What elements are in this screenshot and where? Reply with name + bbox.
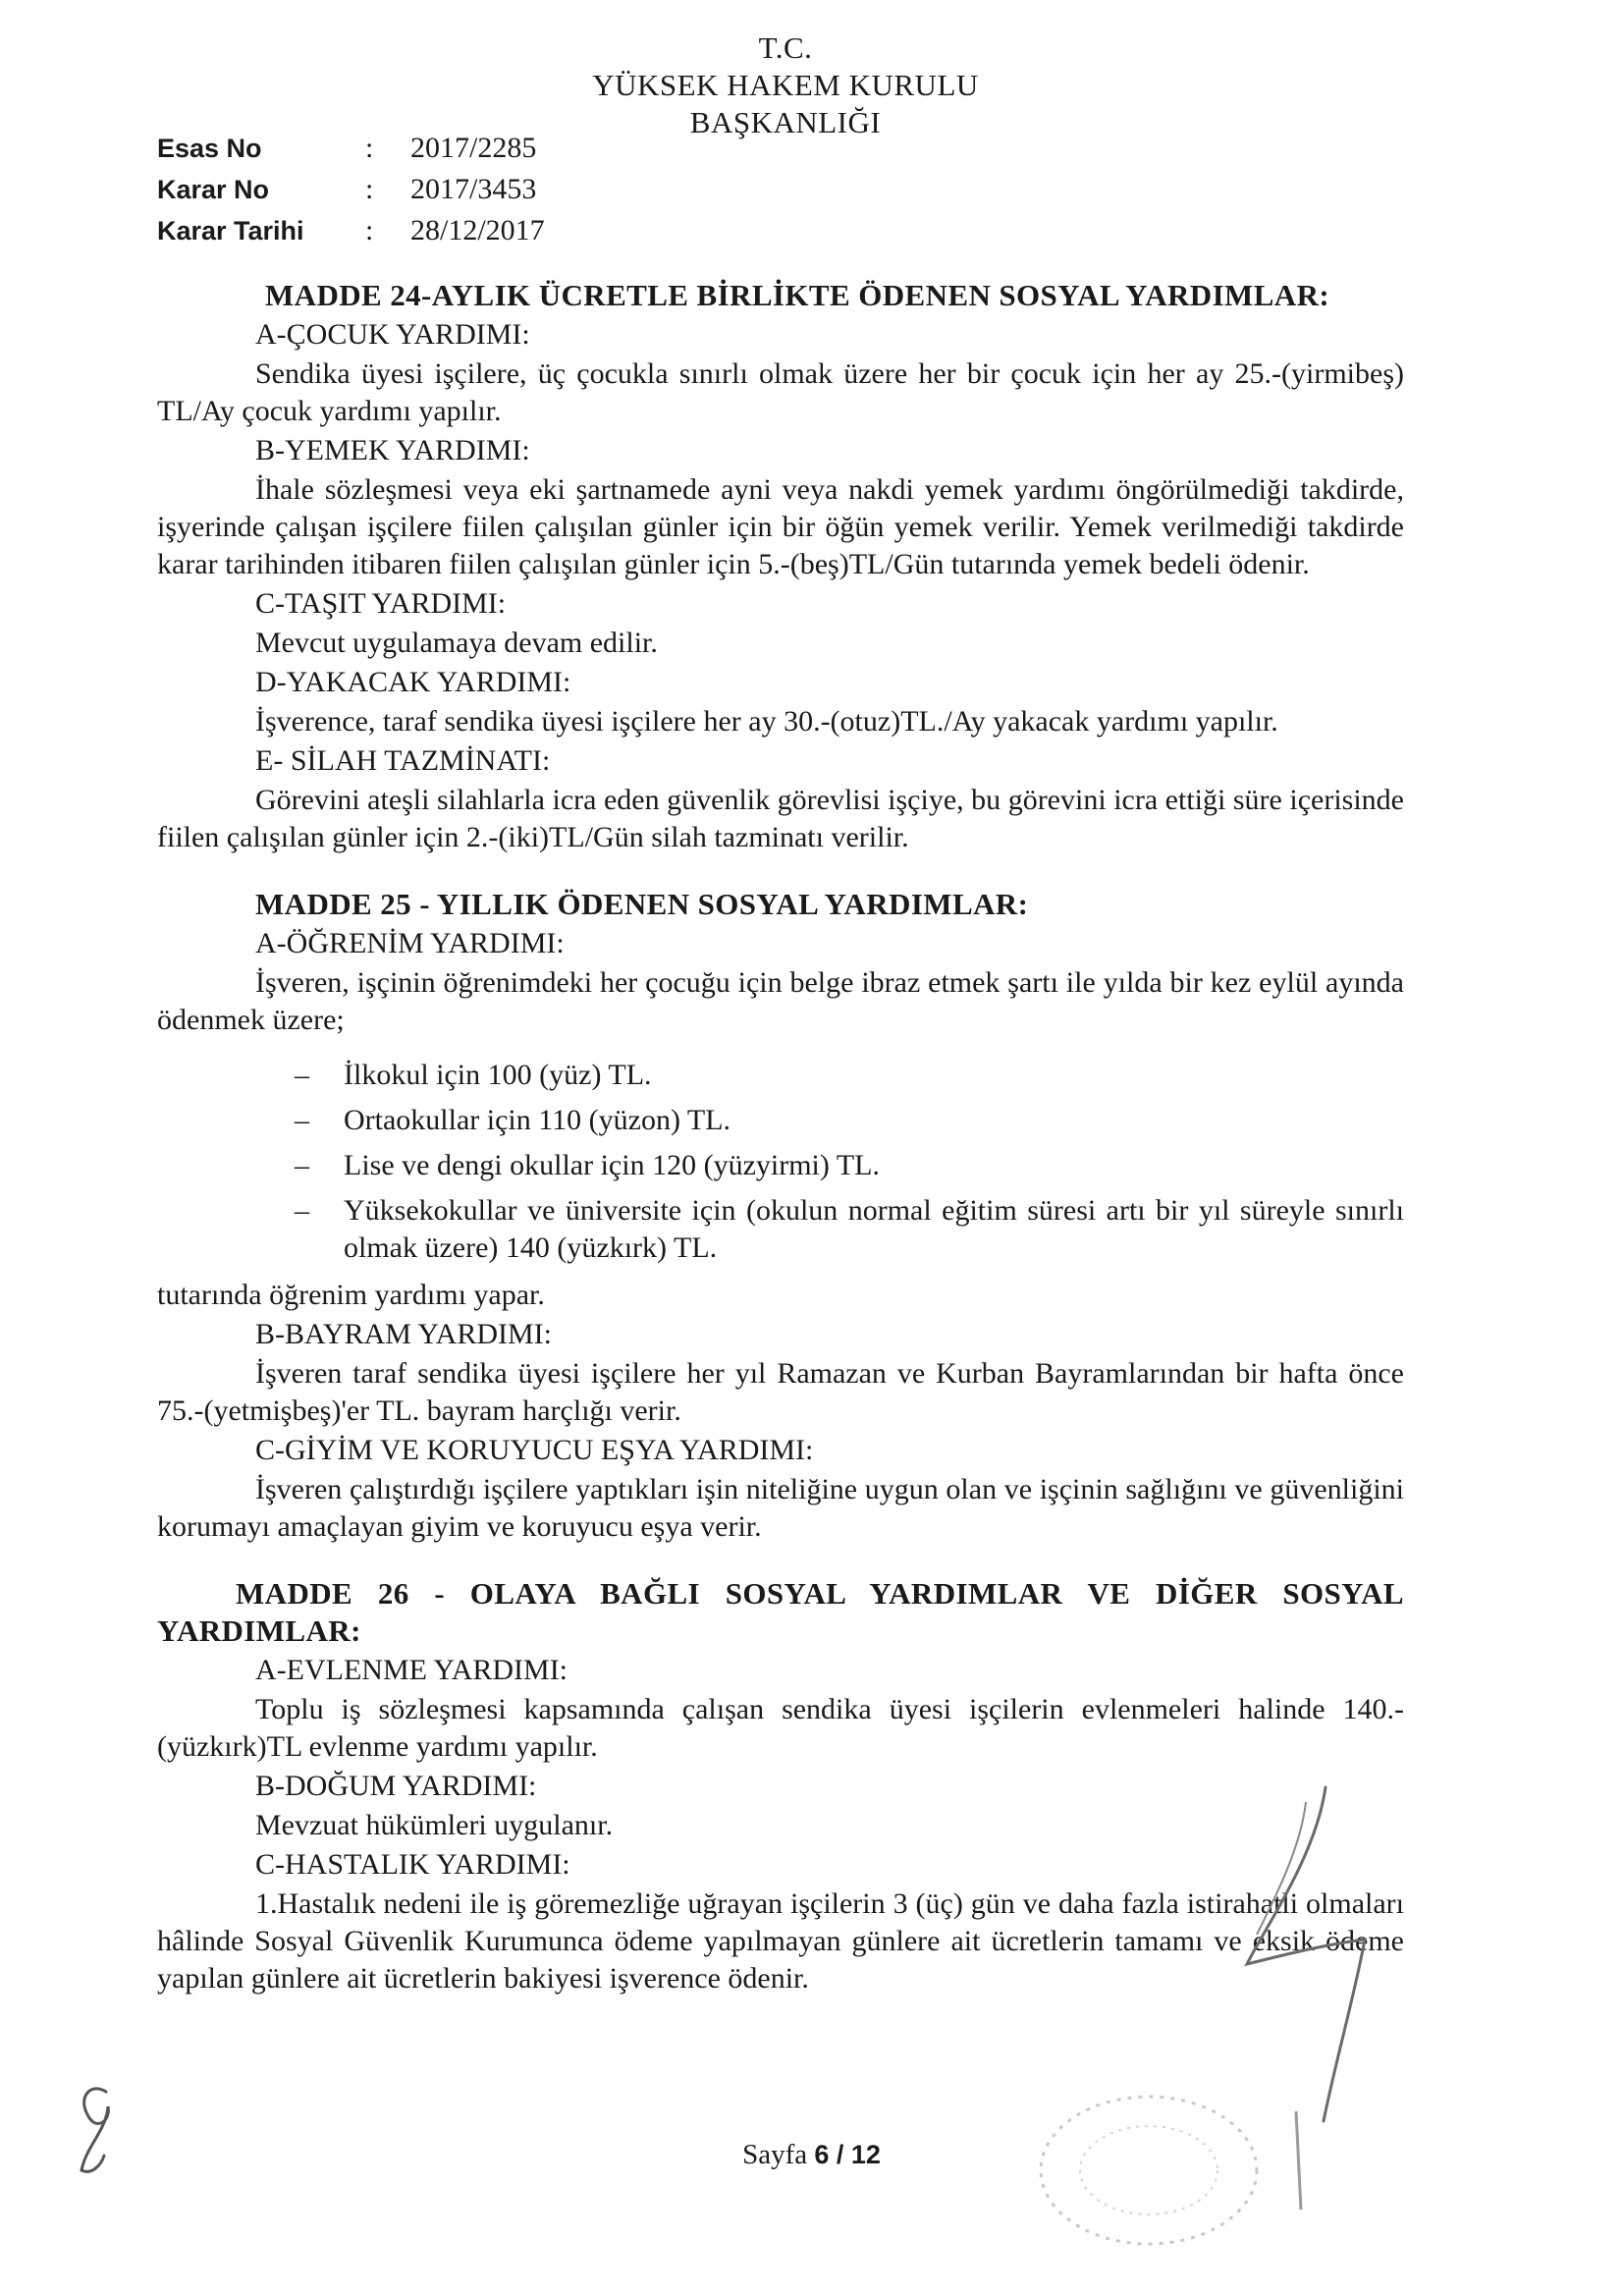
article-26-c-title: C-HASTALIK YARDIMI: — [255, 1848, 570, 1881]
karar-label: Karar No — [157, 175, 270, 204]
article-24-c-text: Mevcut uygulamaya devam edilir. — [255, 627, 658, 659]
article-24-a-title: A-ÇOCUK YARDIMI: — [255, 318, 530, 351]
list-item — [295, 1192, 1404, 1267]
education-aid-list — [157, 1057, 1404, 1267]
article-26-title: MADDE 26 - OLAYA BAĞLI SOSYAL YARDIMLAR VE DİĞER SOSYAL YARDIMLAR: — [157, 1576, 1404, 1648]
article-25-a-title: A-ÖĞRENİM YARDIMI: — [255, 927, 565, 959]
list-item-text: Yüksekokullar ve üniversite için (okulun normal eğitim süresi artı bir yıl süreyle sınırlı olmak üzere) 140 (yüzkırk) TL. — [344, 1194, 1404, 1264]
meta-row-esas — [157, 128, 545, 169]
stamp-stroke — [1296, 2111, 1301, 2210]
list-item-text: Ortaokullar için 110 (yüzon) TL. — [344, 1104, 731, 1136]
handwritten-margin-mark — [67, 2077, 135, 2185]
dash-bullet: – — [295, 1104, 309, 1136]
article-25-c-title: C-GİYİM VE KORUYUCU EŞYA YARDIMI: — [255, 1434, 814, 1466]
article-24-e-text: Görevini ateşli silahlarla icra eden güvenlik görevlisi işçiye, bu görevini icra ettiği süre içerisinde fiilen çalışılan günler için 2.-(iki)TL/Gün silah tazminatı verilir. — [157, 784, 1404, 853]
institution-header — [550, 29, 1021, 141]
meta-separator: : — [365, 132, 374, 164]
dash-bullet: – — [295, 1194, 309, 1227]
meta-row-karar — [157, 169, 545, 210]
article-24-d-title: D-YAKACAK YARDIMI: — [255, 666, 571, 698]
article-24-b-title: B-YEMEK YARDIMI: — [255, 434, 530, 466]
esas-label: Esas No — [157, 134, 262, 163]
article-24-title: MADDE 24-AYLIK ÜCRETLE BİRLİKTE ÖDENEN SOSYAL YARDIMLAR: — [265, 278, 1330, 312]
article-25-a-closing: tutarında öğrenim yardımı yapar. — [157, 1279, 545, 1311]
article-26-a-title: A-EVLENME YARDIMI: — [255, 1654, 568, 1686]
signature-stroke — [1247, 1787, 1365, 2121]
article-24-e-title: E- SİLAH TAZMİNATI: — [255, 744, 551, 777]
article-25-c-text: İşveren çalıştırdığı işçilere yaptıkları işin niteliğine uygun olan ve işçinin sağlığını ve güvenliğini korumayı amaçlayan giyim ve koruyucu eşya verir. — [157, 1473, 1404, 1543]
article-25-b-text: İşveren taraf sendika üyesi işçilere her yıl Ramazan ve Kurban Bayramlarından bir hafta önce 75.-(yetmişbeş)'er TL. bayram harçlığı verir. — [157, 1357, 1404, 1427]
article-24-a-text: Sendika üyesi işçilere, üç çocukla sınırlı olmak üzere her bir çocuk için her ay 25.-(yirmibeş) TL/Ay çocuk yardımı yapılır. — [157, 357, 1404, 427]
article-26-c-text: 1.Hastalık nedeni ile iş göremezliğe uğrayan işçilerin 3 (üç) gün ve daha fazla istirahatli olmaları hâlinde Sosyal Güvenlik Kurumunca ödeme yapılmayan günlere ait ücretlerin tamamı ve eksik ödeme yapılan günlere ait ücretlerin bakiyesi işverence ödenir. — [157, 1887, 1404, 1995]
stamp-ring — [1041, 2097, 1257, 2244]
karar-value: 2017/3453 — [410, 173, 537, 205]
margin-mark-stroke — [81, 2089, 108, 2172]
header-line-presidency: BAŞKANLIĞI — [689, 105, 882, 139]
list-item — [295, 1057, 1404, 1094]
meta-row-tarih — [157, 210, 545, 251]
article-26-b-text: Mevzuat hükümleri uygulanır. — [255, 1809, 614, 1841]
page-footer — [0, 2139, 1623, 2171]
list-item — [295, 1147, 1404, 1184]
case-meta — [157, 128, 545, 251]
tarih-label: Karar Tarihi — [157, 216, 304, 246]
article-25-title: MADDE 25 - YILLIK ÖDENEN SOSYAL YARDIMLAR: — [255, 887, 1029, 921]
article-24-c-title: C-TAŞIT YARDIMI: — [255, 587, 507, 620]
dash-bullet: – — [295, 1149, 309, 1181]
page-number-prefix: Sayfa — [742, 2139, 815, 2170]
list-item-text: İlkokul için 100 (yüz) TL. — [344, 1059, 652, 1091]
list-item — [295, 1102, 1404, 1139]
meta-separator: : — [365, 214, 374, 246]
list-item-text: Lise ve dengi okullar için 120 (yüzyirmi) TL. — [344, 1149, 880, 1181]
article-25-a-text: İşveren, işçinin öğrenimdeki her çocuğu için belge ibraz etmek şartı ile yılda bir kez eylül ayında ödenmek üzere; — [157, 966, 1404, 1036]
article-24-d-text: İşverence, taraf sendika üyesi işçilere her ay 30.-(otuz)TL./Ay yakacak yardımı yapılır. — [255, 705, 1278, 738]
handwritten-signature-mark — [1208, 1768, 1384, 2141]
esas-value: 2017/2285 — [410, 132, 537, 164]
article-26-b-title: B-DOĞUM YARDIMI: — [255, 1770, 537, 1802]
page-number: 6 / 12 — [814, 2140, 881, 2169]
dash-bullet: – — [295, 1059, 309, 1091]
stamp-ring-inner — [1080, 2126, 1217, 2214]
faint-stamp-mark — [1001, 2092, 1335, 2288]
article-24-b-text: İhale sözleşmesi veya eki şartnamede ayni veya nakdi yemek yardımı öngörülmediği takdirde, işyerinde çalışan işçilere fiilen çalışılan günler için bir öğün yemek verilir. Yemek verilmediği takdirde karar tarihinden itibaren fiilen çalışılan günler için 5.-(beş)TL/Gün tutarında yemek bedeli ödenir. — [157, 473, 1404, 580]
tarih-value: 28/12/2017 — [410, 214, 545, 246]
header-line-tc: T.C. — [758, 30, 813, 65]
document-body — [157, 277, 1404, 1999]
article-25-b-title: B-BAYRAM YARDIMI: — [255, 1318, 552, 1350]
article-26-a-text: Toplu iş sözleşmesi kapsamında çalışan sendika üyesi işçilerin evlenmeleri halinde 140.-(yüzkırk)TL evlenme yardımı yapılır. — [157, 1693, 1404, 1763]
meta-separator: : — [365, 173, 374, 205]
header-line-institution: YÜKSEK HAKEM KURULU — [592, 68, 979, 102]
